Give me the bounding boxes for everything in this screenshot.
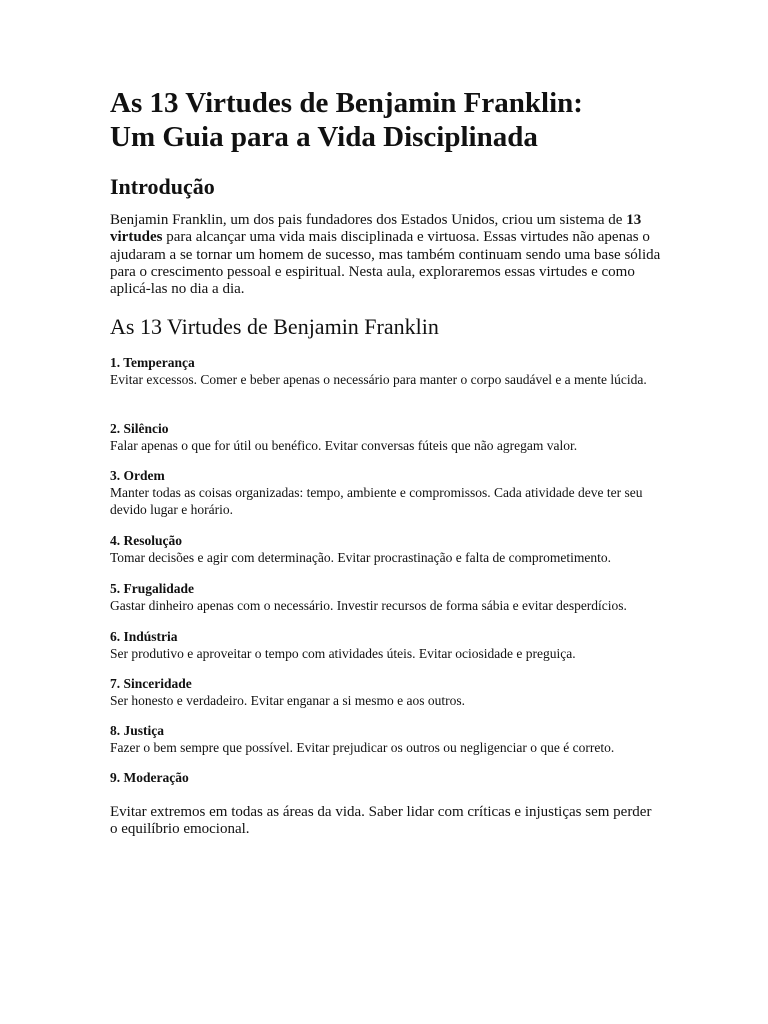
- intro-text-before: Benjamin Franklin, um dos pais fundadores dos Estados Unidos, criou um sistema de: [110, 212, 627, 228]
- virtue-item-8: [110, 722, 662, 756]
- intro-text-after: para alcançar uma vida mais disciplinada e virtuosa. Essas virtudes não apenas o ajudaram a se tornar um homem de sucesso, mas também continuam sendo uma base sólida para o crescimento pessoal e espiritual. Nesta aula, exploraremos essas virtudes e como aplicá-las no dia a dia.: [110, 229, 661, 298]
- virtue-item-6: [110, 628, 662, 662]
- virtue-description: Falar apenas o que for útil ou benéfico. Evitar conversas fúteis que não agregam valor.: [110, 438, 578, 453]
- virtue-item-5: [110, 580, 662, 614]
- virtue-description: Gastar dinheiro apenas com o necessário. Investir recursos de forma sábia e evitar desperdícios.: [110, 598, 627, 613]
- virtue-description: Ser produtivo e aproveitar o tempo com atividades úteis. Evitar ociosidade e preguiça.: [110, 646, 576, 661]
- virtue-title: 7. Sinceridade: [110, 676, 192, 691]
- virtue-description: Fazer o bem sempre que possível. Evitar prejudicar os outros ou negligenciar o que é correto.: [110, 740, 615, 755]
- title-line-2: Um Guia para a Vida Disciplinada: [110, 121, 538, 153]
- document-title: [110, 86, 662, 154]
- virtue-item-7: [110, 675, 662, 709]
- virtue-title: 1. Temperança: [110, 355, 195, 370]
- title-line-1: As 13 Virtudes de Benjamin Franklin:: [110, 87, 583, 119]
- virtue-item-9: [110, 769, 662, 786]
- virtue-description: Manter todas as coisas organizadas: tempo, ambiente e compromissos. Cada atividade deve ter seu devido lugar e horário.: [110, 485, 643, 517]
- intro-paragraph: [110, 212, 662, 298]
- virtues-heading: As 13 Virtudes de Benjamin Franklin: [110, 314, 439, 339]
- intro-text-bold: 13 virtudes: [110, 212, 642, 246]
- virtue-title: 6. Indústria: [110, 629, 178, 644]
- virtue-title: 2. Silêncio: [110, 421, 169, 436]
- virtue-description: Ser honesto e verdadeiro. Evitar enganar a si mesmo e aos outros.: [110, 693, 466, 708]
- document-page: [110, 86, 662, 837]
- virtue-description: Evitar extremos em todas as áreas da vida. Saber lidar com críticas e injustiças sem perder o equilíbrio emocional.: [110, 804, 652, 837]
- virtue-item-4: [110, 532, 662, 566]
- virtue-title: 4. Resolução: [110, 533, 182, 548]
- virtue-title: 3. Ordem: [110, 468, 165, 483]
- virtue-description: Evitar excessos. Comer e beber apenas o necessário para manter o corpo saudável e a mente lúcida.: [110, 372, 647, 387]
- virtue-title: 9. Moderação: [110, 770, 189, 785]
- virtue-item-3: [110, 467, 662, 518]
- virtue-description: Tomar decisões e agir com determinação. Evitar procrastinação e falta de comprometimento.: [110, 550, 611, 565]
- virtue-item-1: [110, 354, 662, 388]
- intro-heading: Introdução: [110, 174, 215, 199]
- virtue-title: 8. Justiça: [110, 723, 164, 738]
- virtue-title: 5. Frugalidade: [110, 581, 195, 596]
- virtue-item-2: [110, 420, 662, 454]
